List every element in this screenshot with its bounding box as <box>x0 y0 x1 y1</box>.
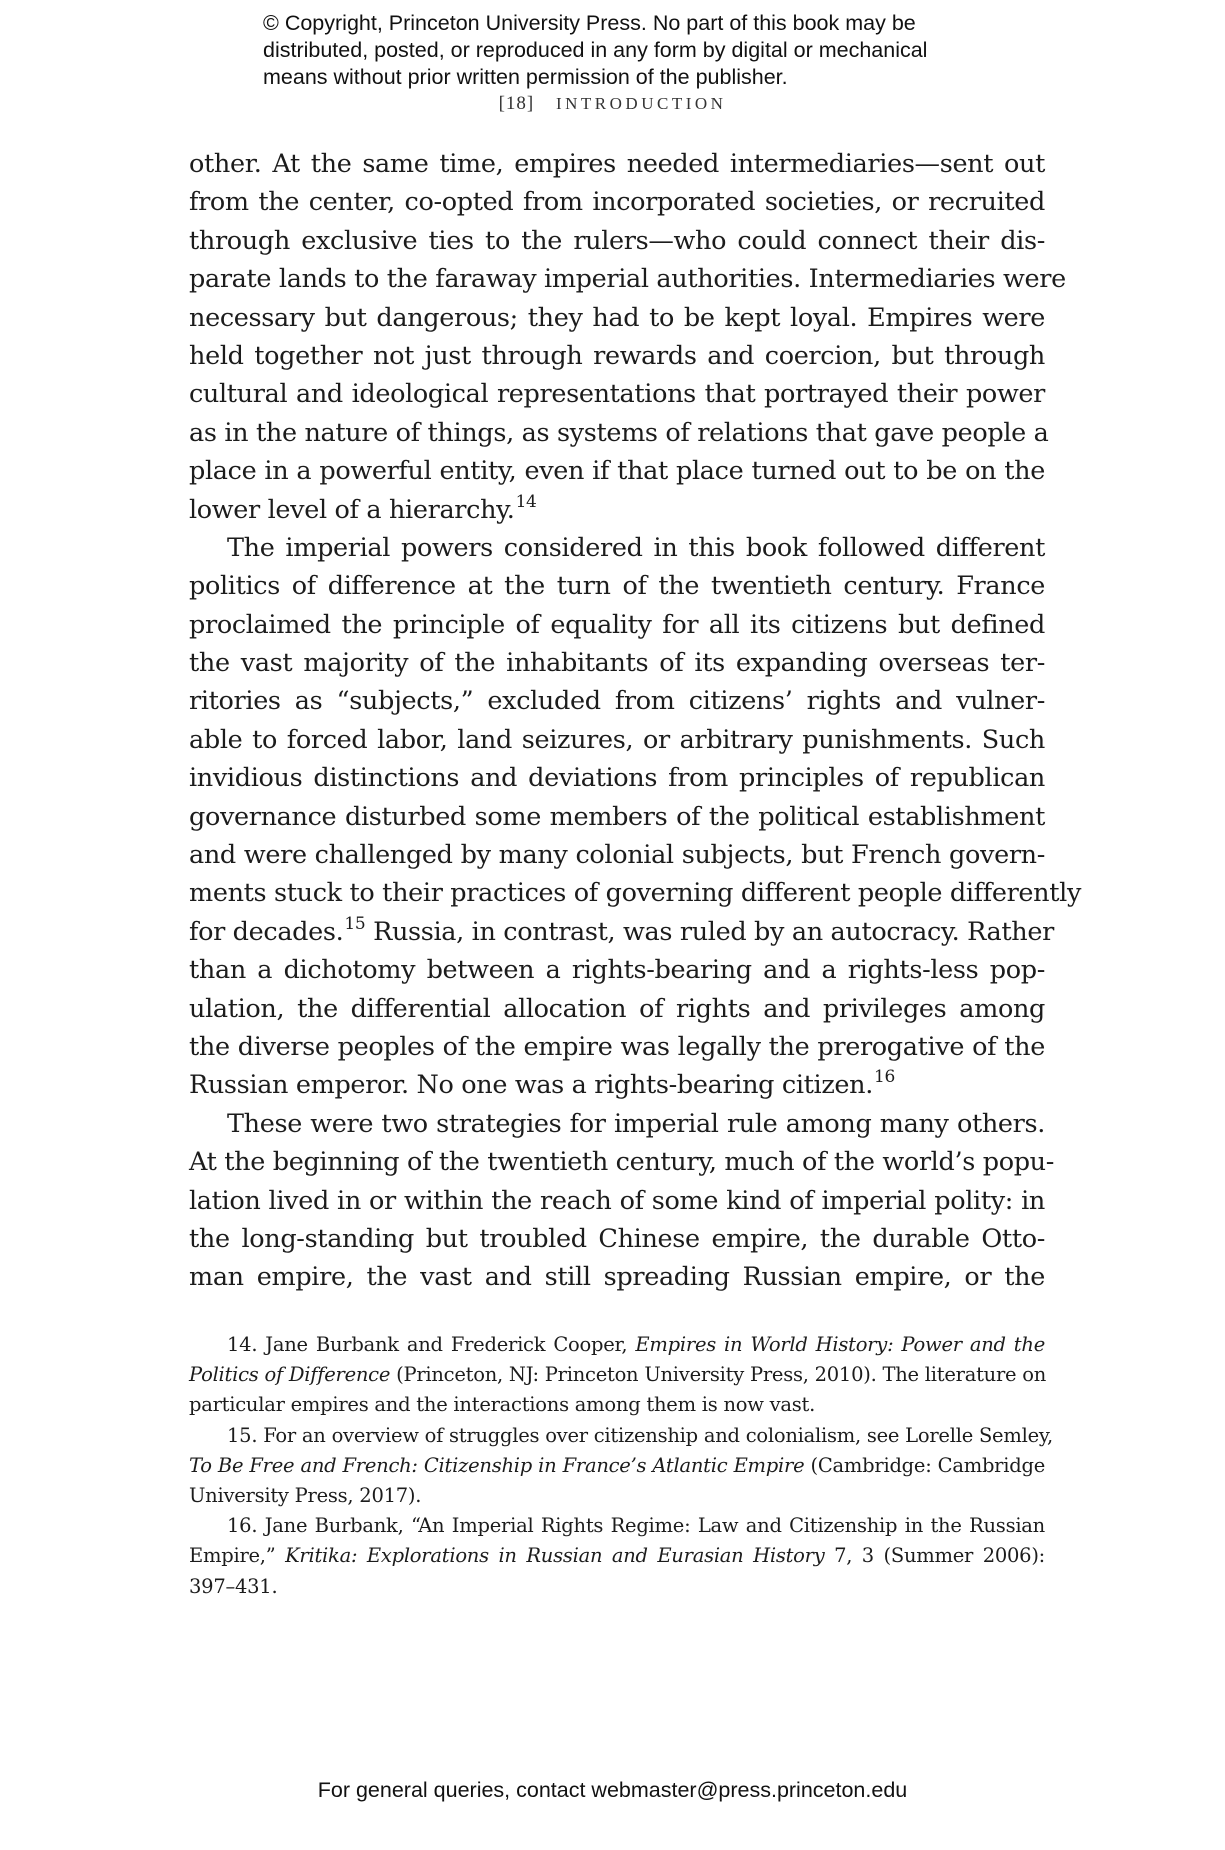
text-line: ments stuck to their practices of governing different people differently <box>189 878 1082 909</box>
text-line: as in the nature of things, as systems of relations that gave people a <box>189 417 1049 448</box>
text-span: 14. Jane Burbank and Frederick Cooper, <box>227 1333 636 1356</box>
text-span: Empire,” <box>189 1544 286 1568</box>
text-line: politics of difference at the turn of the twentieth century. France <box>189 571 1045 602</box>
text-line: the diverse peoples of the empire was legally the prerogative of the <box>189 1031 1045 1062</box>
footnote-ref-16[interactable]: 16 <box>873 1067 895 1088</box>
footnote-line: University Press, 2017). <box>189 1483 422 1507</box>
journal-title: Kritika: Explorations in Russian and Eurasian History <box>285 1544 825 1568</box>
text-line: At the beginning of the twentieth century, much of the world’s popu- <box>189 1147 1055 1178</box>
footnote-16: 16. Jane Burbank, “An Imperial Rights Regime: Law and Citizenship in the Russian <box>227 1514 1045 1538</box>
footnote-14 <box>189 1330 1045 1360</box>
text-line: invidious distinctions and deviations from principles of republican <box>189 763 1045 794</box>
text-span: (Princeton, NJ: Princeton University Press, 2010). The literature on <box>390 1363 1047 1387</box>
footnote-line <box>189 1451 1045 1481</box>
text-line: held together not just through rewards and coercion, but through <box>189 340 1045 371</box>
footnote-line <box>189 1360 1045 1390</box>
text-span: Russia, in contrast, was ruled by an autocracy. Rather <box>365 916 1054 947</box>
text-line <box>189 1066 1045 1104</box>
text-line: the vast majority of the inhabitants of its expanding overseas ter- <box>189 648 1045 679</box>
text-line: man empire, the vast and still spreading Russian empire, or the <box>189 1262 1045 1293</box>
body-text <box>189 145 1082 1297</box>
text-line <box>189 913 1054 951</box>
text-line: other. At the same time, empires needed intermediaries—sent out <box>189 149 1045 179</box>
text-span: for decades. <box>189 916 344 947</box>
copyright-line: © Copyright, Princeton University Press. No part of this book may be <box>263 11 916 35</box>
text-line: ulation, the differential allocation of rights and privileges among <box>189 993 1045 1024</box>
footnote-line: particular empires and the interactions among them is now vast. <box>189 1393 816 1417</box>
text-line: from the center, co-opted from incorporated societies, or recruited <box>189 187 1045 218</box>
text-line: governance disturbed some members of the political establishment <box>189 801 1045 832</box>
text-line: ritories as “subjects,” excluded from citizens’ rights and vulner- <box>189 686 1045 717</box>
footnote-15: 15. For an overview of struggles over citizenship and colonialism, see Lorelle Semley, <box>227 1423 1053 1447</box>
footnotes <box>189 1330 1053 1602</box>
text-line: proclaimed the principle of equality for all its citizens but defined <box>189 609 1045 640</box>
copyright-line: distributed, posted, or reproduced in any form by digital or mechanical <box>263 38 928 62</box>
running-head <box>0 93 1225 115</box>
book-title: Empires in World History: Power and the <box>635 1333 1045 1356</box>
text-span: Russian emperor. No one was a rights-bearing citizen. <box>189 1070 873 1101</box>
text-line: the long-standing but troubled Chinese empire, the durable Otto- <box>189 1223 1045 1254</box>
text-line: necessary but dangerous; they had to be kept loyal. Empires were <box>189 302 1045 333</box>
section-title: INTRODUCTION <box>555 94 727 113</box>
text-span: (Cambridge: Cambridge <box>804 1453 1045 1477</box>
text-line <box>189 491 1045 529</box>
text-line: through exclusive ties to the rulers—who could connect their dis- <box>189 225 1045 256</box>
text-span: 7, 3 (Summer 2006): <box>824 1544 1045 1568</box>
text-line: than a dichotomy between a rights-bearing and a rights-less pop- <box>189 955 1045 986</box>
footnote-line: 397–431. <box>189 1574 278 1598</box>
text-line: lation lived in or within the reach of some kind of imperial polity: in <box>189 1185 1045 1216</box>
copyright-line: means without prior written permission of the publisher. <box>263 65 788 89</box>
text-span: lower level of a hierarchy. <box>189 494 515 525</box>
footnote-ref-15[interactable]: 15 <box>344 913 366 934</box>
page-number: [18] <box>498 93 535 114</box>
text-line: place in a powerful entity, even if that place turned out to be on the <box>189 456 1045 487</box>
text-line: parate lands to the faraway imperial authorities. Intermediaries were <box>189 264 1066 295</box>
book-title: To Be Free and French: Citizenship in France’s Atlantic Empire <box>189 1453 805 1477</box>
footnote-line <box>189 1541 1045 1571</box>
text-line: and were challenged by many colonial subjects, but French govern- <box>189 840 1045 871</box>
text-line: These were two strategies for imperial rule among many others. <box>227 1108 1045 1139</box>
text-line: cultural and ideological representations that portrayed their power <box>189 379 1045 410</box>
book-title: Politics of Difference <box>189 1363 391 1387</box>
text-line: able to forced labor, land seizures, or arbitrary punishments. Such <box>189 724 1045 755</box>
footnote-ref-14[interactable]: 14 <box>515 491 537 512</box>
footer-contact: For general queries, contact webmaster@press.princeton.edu <box>317 1778 908 1802</box>
text-line: The imperial powers considered in this book followed different <box>227 532 1045 563</box>
copyright-notice <box>263 10 1023 91</box>
